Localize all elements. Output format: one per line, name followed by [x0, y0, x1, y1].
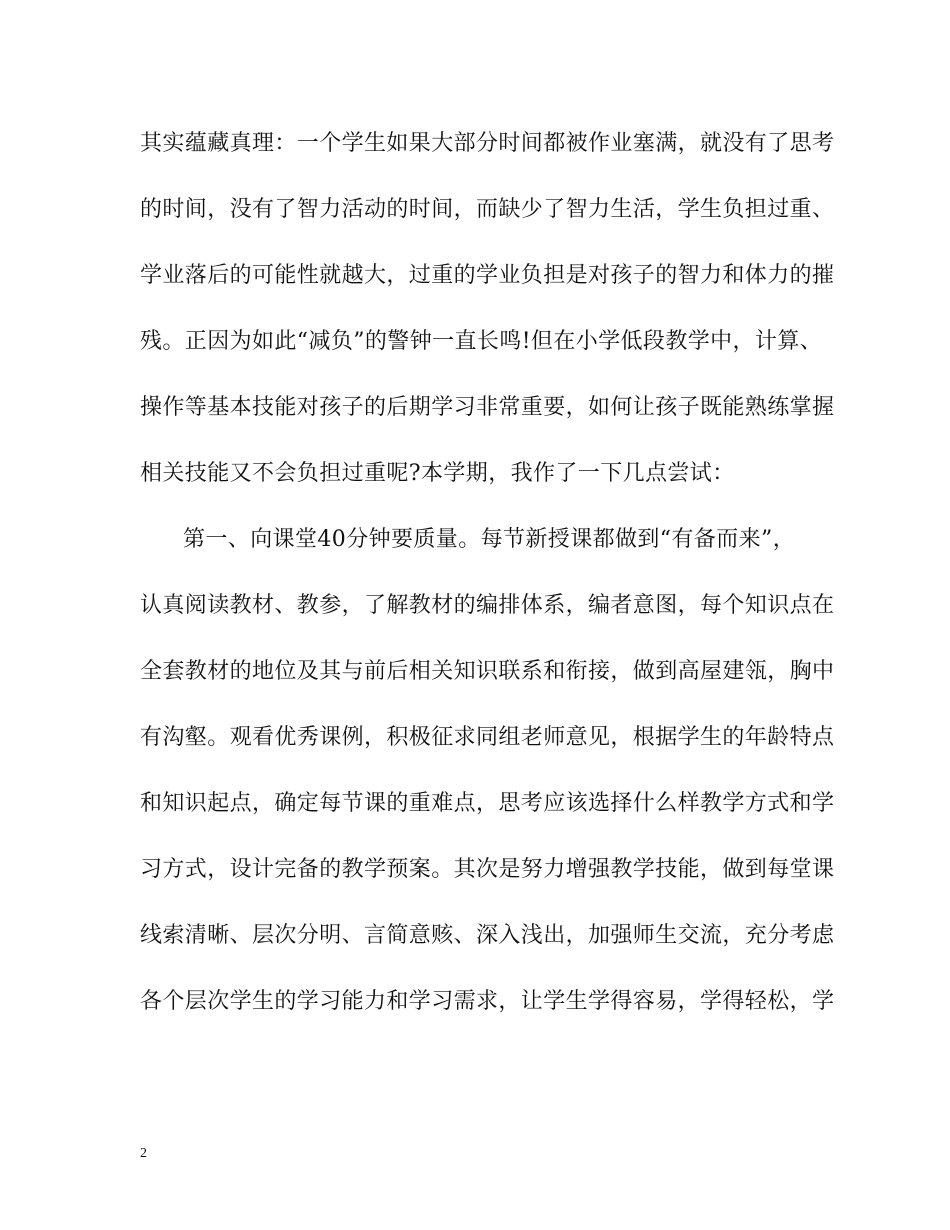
text-line: 认真阅读教材、教参，了解教材的编排体系，编者意图，每个知识点在: [140, 593, 835, 618]
text-line: 其实蕴藏真理：一个学生如果大部分时间都被作业塞满，就没有了思考: [140, 131, 835, 156]
text-line: 的时间，没有了智力活动的时间，而缺少了智力生活，学生负担过重、: [140, 197, 835, 222]
text-line: 学业落后的可能性就越大，过重的学业负担是对孩子的智力和体力的摧: [140, 263, 835, 288]
text-line: 线索清晰、层次分明、言简意赅、深入浅出，加强师生交流，充分考虑: [140, 923, 835, 948]
text-line: 相关技能又不会负担过重呢?本学期，我作了一下几点尝试：: [140, 461, 735, 486]
text-line: 全套教材的地位及其与前后相关知识联系和衔接，做到高屋建瓴，胸中: [140, 659, 835, 684]
page-number: 2: [140, 1146, 147, 1161]
text-line: 残。正因为如此“减负”的警钟一直长鸣!但在小学低段教学中，计算、: [140, 329, 823, 354]
paragraph-first-line: 第一、向课堂40分钟要质量。每节新授课都做到“有备而来”，: [183, 527, 796, 552]
text-line: 有沟壑。观看优秀课例，积极征求同组老师意见，根据学生的年龄特点: [140, 725, 835, 750]
text-line: 习方式，设计完备的教学预案。其次是努力增强教学技能，做到每堂课: [140, 857, 835, 882]
text-line: 操作等基本技能对孩子的后期学习非常重要，如何让孩子既能熟练掌握: [140, 395, 835, 420]
text-line: 各个层次学生的学习能力和学习需求，让学生学得容易，学得轻松，学: [140, 989, 835, 1014]
text-line: 和知识起点，确定每节课的重难点，思考应该选择什么样教学方式和学: [140, 791, 835, 816]
